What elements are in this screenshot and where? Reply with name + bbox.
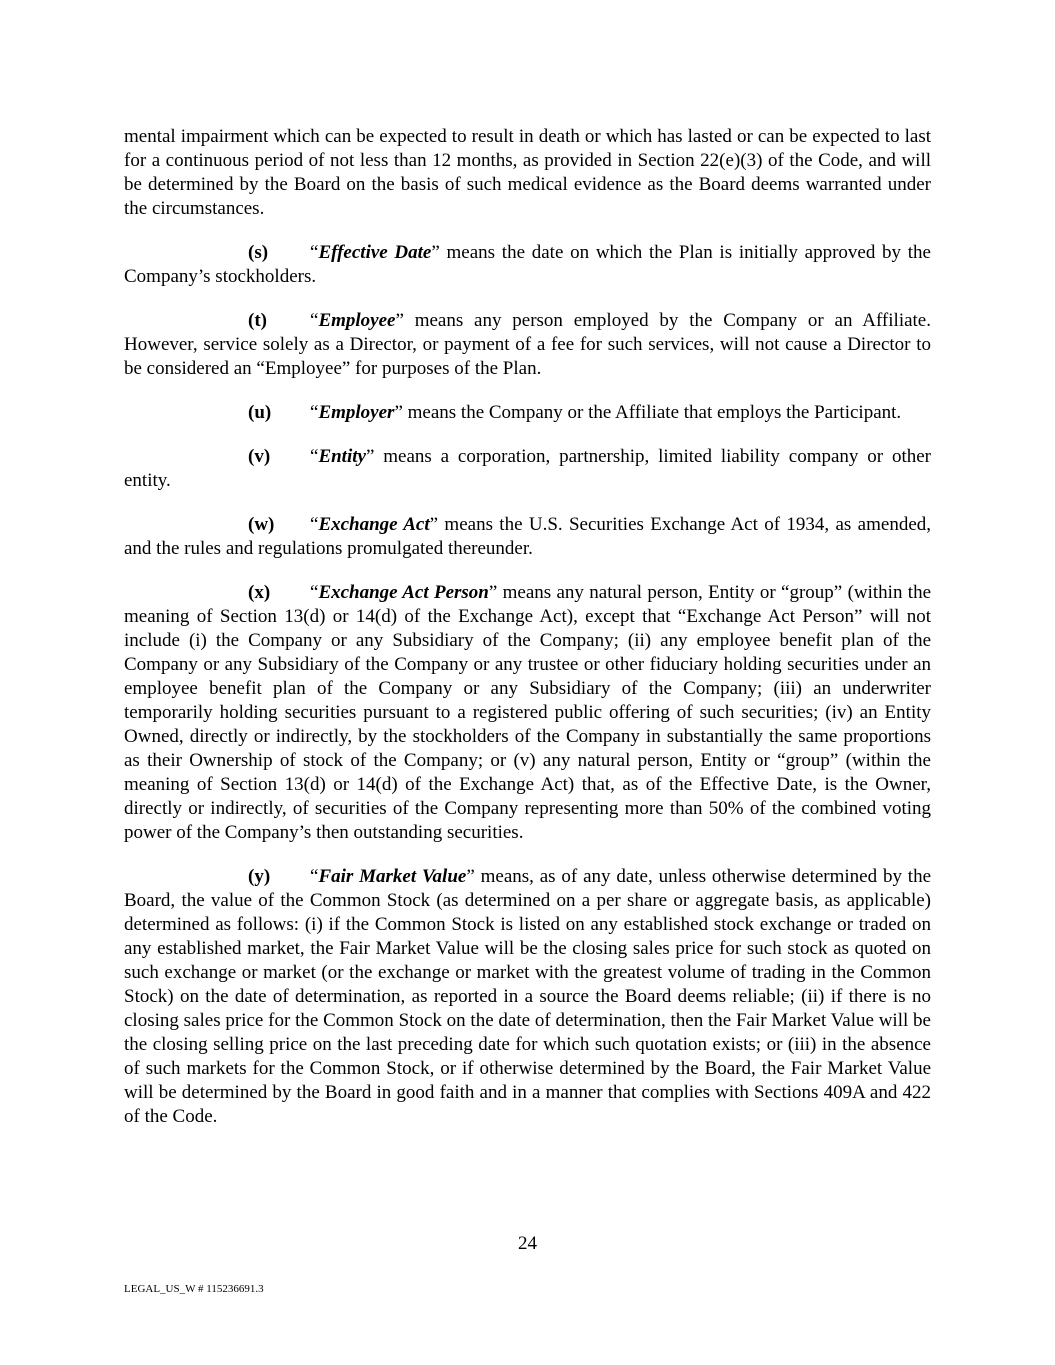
defined-term: Employer	[318, 402, 395, 423]
document-id-footer: LEGAL_US_W # 115236691.3	[124, 1283, 264, 1295]
definition-text: ” means any person employed by the Company or an Affiliate. However, service solely as a Director, or payment of a fee for such services, will not cause a Director to be considered an “Employee” for purposes of the Plan.	[124, 310, 931, 379]
open-quote: “	[310, 582, 319, 603]
definition-text: ” means any natural person, Entity or “group” (within the meaning of Section 13(d) or 14(d) of the Exchange Act), except that “Exchange Act Person” will not include (i) the Company or any Subsidiary of the Company; (ii) any employee benefit plan of the Company or any Subsidiary of the Company or any trustee or other fiduciary holding securities under an employee benefit plan of the Company or any Subsidiary of the Company; (iii) an underwriter temporarily holding securities pursuant to a registered public offering of such securities; (iv) an Entity Owned, directly or indirectly, by the stockholders of the Company in substantially the same proportions as their Ownership of stock of the Company; or (v) any natural person, Entity or “group” (within the meaning of Section 13(d) or 14(d) of the Exchange Act) that, as of the Effective Date, is the Owner, directly or indirectly, of securities of the Company representing more than 50% of the combined voting power of the Company’s then outstanding securities.	[124, 582, 931, 843]
definition-text: ” means the U.S. Securities Exchange Act of 1934, as amended, and the rules and regulations promulgated thereunder.	[124, 514, 931, 559]
definition-text: ” means the Company or the Affiliate that employs the Participant.	[394, 402, 902, 423]
definition-label: (u)	[248, 402, 272, 423]
definition-entity	[124, 445, 931, 493]
defined-term: Fair Market Value	[318, 866, 467, 887]
definition-label: (x)	[248, 582, 271, 603]
defined-term: Employee	[318, 310, 396, 331]
open-quote: “	[310, 402, 319, 423]
definition-label: (t)	[248, 310, 267, 331]
open-quote: “	[310, 446, 319, 467]
definition-label: (y)	[248, 866, 271, 887]
continuation-paragraph: mental impairment which can be expected to result in death or which has lasted or can be expected to last for a continuous period of not less than 12 months, as provided in Section 22(e)(3) of the Code, and will be determined by the Board on the basis of such medical evidence as the Board deems warranted under the circumstances.	[124, 126, 931, 219]
open-quote: “	[310, 514, 319, 535]
definition-label: (v)	[248, 446, 271, 467]
open-quote: “	[310, 242, 319, 263]
definition-employer	[124, 401, 931, 425]
definition-fair-market-value	[124, 865, 931, 1129]
open-quote: “	[310, 866, 319, 887]
open-quote: “	[310, 310, 319, 331]
definition-text: ” means the date on which the Plan is initially approved by the Company’s stockholders.	[124, 242, 931, 287]
defined-term: Exchange Act	[318, 514, 430, 535]
document-body	[124, 125, 931, 1149]
definition-text: ” means a corporation, partnership, limited liability company or other entity.	[124, 446, 931, 491]
definition-label: (s)	[248, 242, 269, 263]
definition-text: ” means, as of any date, unless otherwise determined by the Board, the value of the Common Stock (as determined on a per share or aggregate basis, as applicable) determined as follows: (i) if the Common Stock is listed on any established stock exchange or traded on any established market, the Fair Market Value will be the closing sales price for such stock as quoted on such exchange or market (or the exchange or market with the greatest volume of trading in the Common Stock) on the date of determination, as reported in a source the Board deems reliable; (ii) if there is no closing sales price for the Common Stock on the date of determination, then the Fair Market Value will be the closing selling price on the last preceding date for which such quotation exists; or (iii) in the absence of such markets for the Common Stock, or if otherwise determined by the Board, the Fair Market Value will be determined by the Board in good faith and in a manner that complies with Sections 409A and 422 of the Code.	[124, 866, 931, 1127]
defined-term: Effective Date	[318, 242, 432, 263]
definition-effective-date	[124, 241, 931, 289]
defined-term: Entity	[318, 446, 366, 467]
definition-exchange-act-person	[124, 581, 931, 845]
definition-exchange-act	[124, 513, 931, 561]
page-number: 24	[518, 1233, 537, 1254]
definition-employee	[124, 309, 931, 381]
defined-term: Exchange Act Person	[318, 582, 489, 603]
definition-label: (w)	[248, 514, 275, 535]
